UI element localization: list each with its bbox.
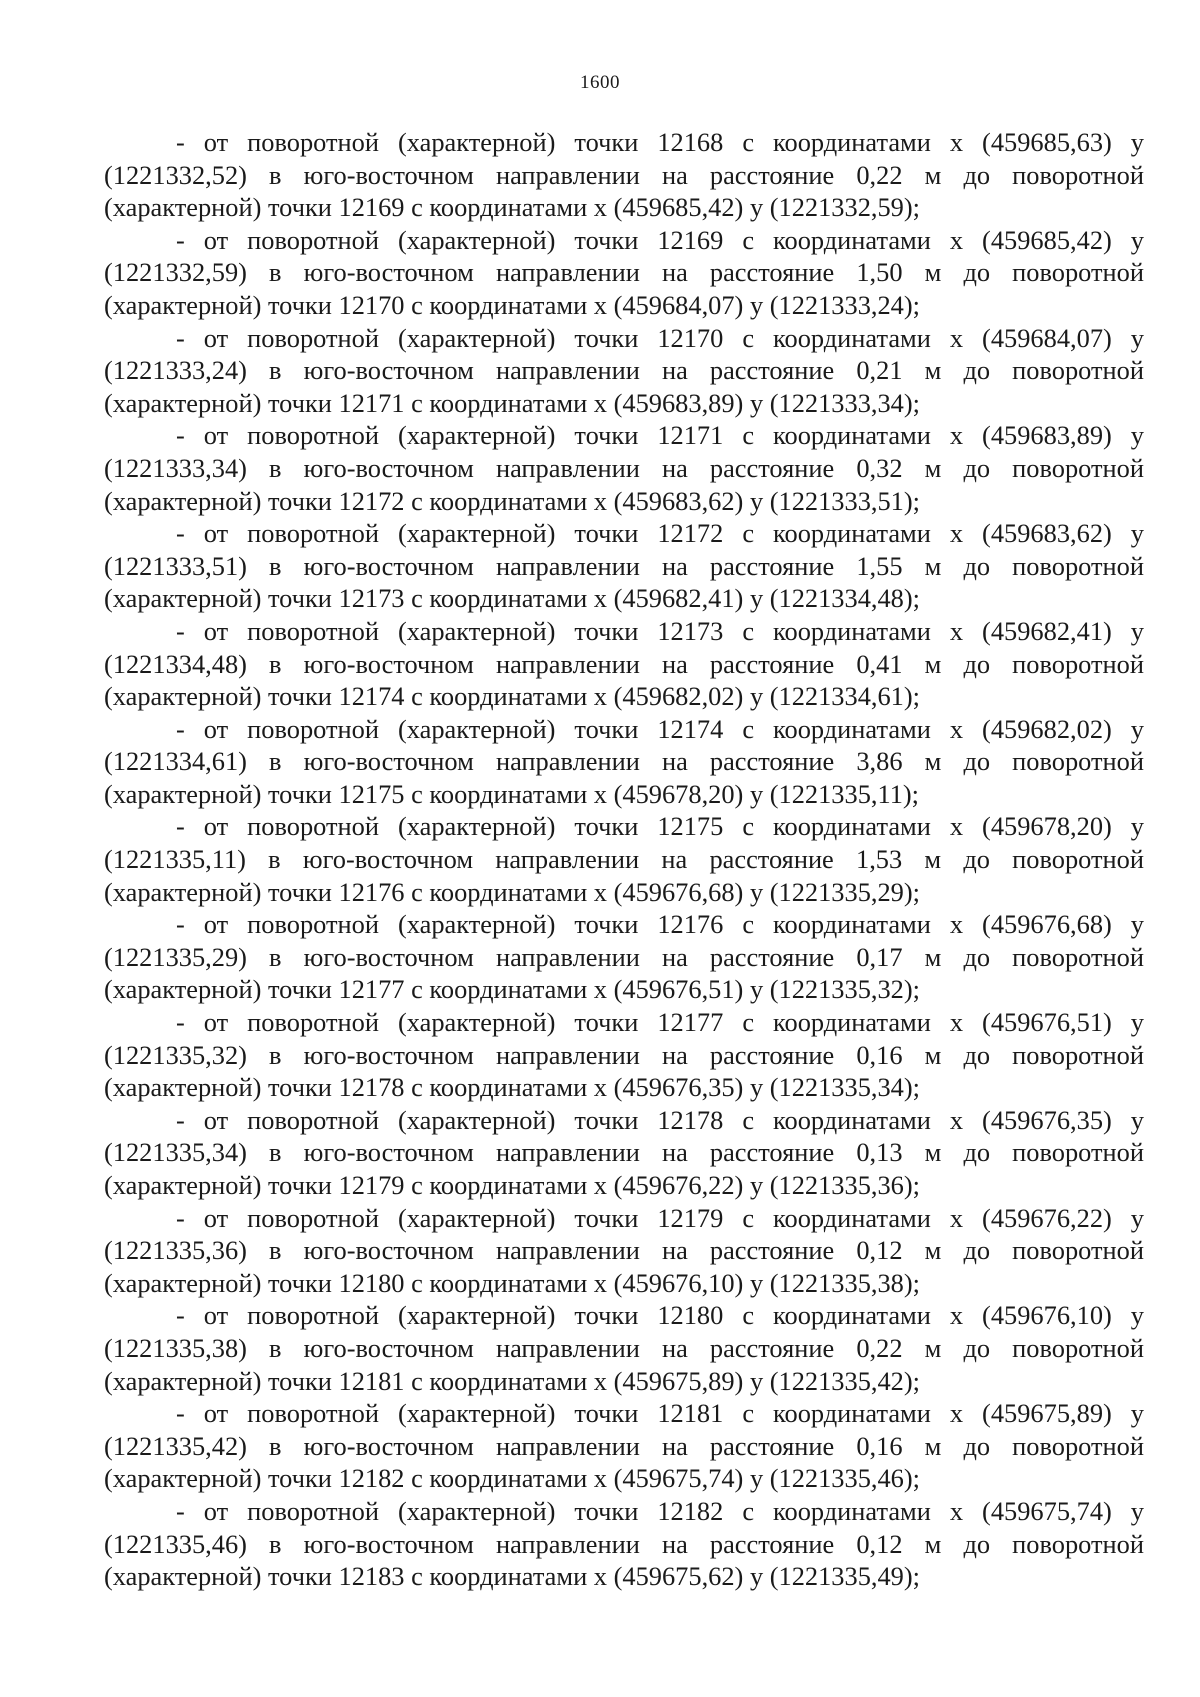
paragraph-15: - от поворотной (характерной) точки 12182 с координатами х (459675,74) у (1221335,46) в юго-восточном направлении на расстояние 0,12 м до поворотной (характерной) точки 12183 с координатами х (459675,62) у (1221335,49); [104,1495,1144,1592]
paragraph-13: - от поворотной (характерной) точки 12180 с координатами х (459676,10) у (1221335,38) в юго-восточном направлении на расстояние 0,22 м до поворотной (характерной) точки 12181 с координатами х (459675,89) у (1221335,42); [104,1300,1144,1396]
paragraph-14: - от поворотной (характерной) точки 12181 с координатами х (459675,89) у (1221335,42) в юго-восточном направлении на расстояние 0,16 м до поворотной (характерной) точки 12182 с координатами х (459675,74) у (1221335,46); [104,1398,1144,1494]
paragraph-9: - от поворотной (характерной) точки 12176 с координатами х (459676,68) у (1221335,29) в юго-восточном направлении на расстояние 0,17 м до поворотной (характерной) точки 12177 с координатами х (459676,51) у (1221335,32); [104,909,1144,1005]
paragraph-6: - от поворотной (характерной) точки 12173 с координатами х (459682,41) у (1221334,48) в юго-восточном направлении на расстояние 0,41 м до поворотной (характерной) точки 12174 с координатами х (459682,02) у (1221334,61); [104,615,1144,712]
paragraph-4: - от поворотной (характерной) точки 12171 с координатами х (459683,89) у (1221333,34) в юго-восточном направлении на расстояние 0,32 м до поворотной (характерной) точки 12172 с координатами х (459683,62) у (1221333,51); [104,420,1144,516]
paragraph-5: - от поворотной (характерной) точки 12172 с координатами х (459683,62) у (1221333,51) в юго-восточном направлении на расстояние 1,55 м до поворотной (характерной) точки 12173 с координатами х (459682,41) у (1221334,48); [104,518,1144,614]
document-body [104,126,1144,1593]
paragraph-12: - от поворотной (характерной) точки 12179 с координатами х (459676,22) у (1221335,36) в юго-восточном направлении на расстояние 0,12 м до поворотной (характерной) точки 12180 с координатами х (459676,10) у (1221335,38); [104,1202,1144,1298]
paragraph-10: - от поворотной (характерной) точки 12177 с координатами х (459676,51) у (1221335,32) в юго-восточном направлении на расстояние 0,16 м до поворотной (характерной) точки 12178 с координатами х (459676,35) у (1221335,34); [104,1007,1144,1103]
paragraph-1: - от поворотной (характерной) точки 12168 с координатами х (459685,63) у (1221332,52) в юго-восточном направлении на расстояние 0,22 м до поворотной (характерной) точки 12169 с координатами х (459685,42) у (1221332,59); [104,127,1144,223]
paragraph-7: - от поворотной (характерной) точки 12174 с координатами х (459682,02) у (1221334,61) в юго-восточном направлении на расстояние 3,86 м до поворотной (характерной) точки 12175 с координатами х (459678,20) у (1221335,11); [104,713,1144,809]
paragraph-3: - от поворотной (характерной) точки 12170 с координатами х (459684,07) у (1221333,24) в юго-восточном направлении на расстояние 0,21 м до поворотной (характерной) точки 12171 с координатами х (459683,89) у (1221333,34); [104,322,1144,418]
paragraph-11: - от поворотной (характерной) точки 12178 с координатами х (459676,35) у (1221335,34) в юго-восточном направлении на расстояние 0,13 м до поворотной (характерной) точки 12179 с координатами х (459676,22) у (1221335,36); [104,1104,1144,1200]
paragraph-2: - от поворотной (характерной) точки 12169 с координатами х (459685,42) у (1221332,59) в юго-восточном направлении на расстояние 1,50 м до поворотной (характерной) точки 12170 с координатами х (459684,07) у (1221333,24); [104,224,1144,320]
page-number: 1600 [580,72,620,93]
paragraph-8: - от поворотной (характерной) точки 12175 с координатами х (459678,20) у (1221335,11) в юго-восточном направлении на расстояние 1,53 м до поворотной (характерной) точки 12176 с координатами х (459676,68) у (1221335,29); [104,811,1144,907]
